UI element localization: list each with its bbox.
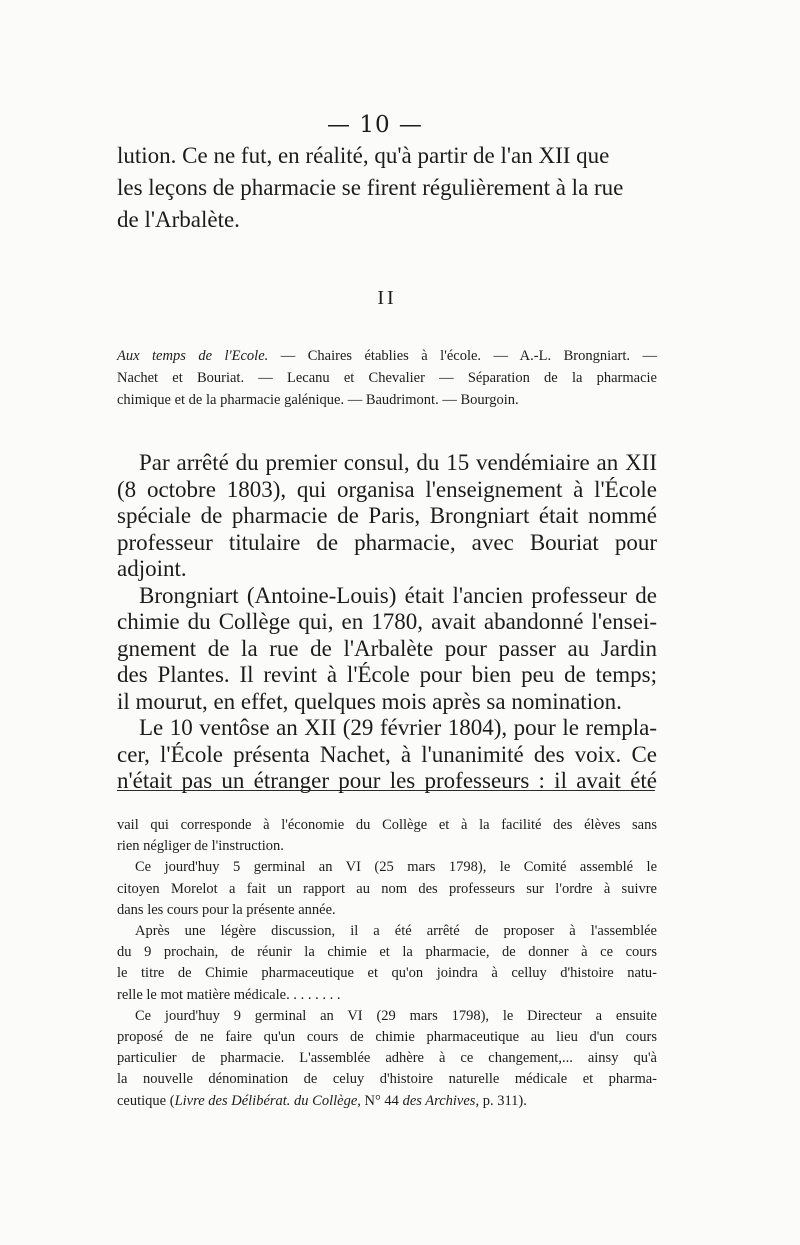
text-line: (8 octobre 1803), qui organisa l'enseignement à l'École	[117, 476, 657, 502]
footnote-line: proposé de ne faire qu'un cours de chimie pharmaceutique au lieu d'un cours	[117, 1029, 657, 1046]
text-line: il mourut, en effet, quelques mois après sa nomination.	[117, 688, 622, 714]
citation-number: , N° 44	[357, 1092, 403, 1109]
text-line: adjoint.	[117, 556, 187, 581]
footnote-text: ceutique (	[117, 1092, 175, 1109]
text-line: Le 10 ventôse an XII (29 février 1804), pour le rempla-	[139, 715, 657, 740]
page-number: — 10 —	[327, 112, 423, 138]
footnote-line: le titre de Chimie pharmaceutique et qu'on joindra à celluy d'histoire natu-	[117, 965, 657, 982]
section-heading: II	[377, 287, 397, 309]
text-line: professeur titulaire de pharmacie, avec Bouriat pour	[117, 529, 657, 555]
footnote-line: vail qui corresponde à l'économie du Collège et à la facilité des élèves sans	[117, 817, 657, 833]
text-line: cer, l'École présenta Nachet, à l'unanimité des voix. Ce	[117, 741, 657, 767]
citation-page: , p. 311).	[475, 1092, 527, 1109]
text-line: des Plantes. Il revint à l'École pour bien peu de temps;	[117, 662, 657, 687]
footnote-line: Ce jourd'huy 9 germinal an VI (29 mars 1798), le Directeur a ensuite	[135, 1007, 657, 1024]
citation-title: Livre des Délibérat. du Collège	[174, 1092, 358, 1109]
footnote-line: la nouvelle dénomination de celuy d'histoire naturelle médicale et pharma-	[117, 1071, 657, 1088]
footnote-line: relle le mot matière médicale. . . . . . . .	[117, 986, 341, 1003]
footnote-line: dans les cours pour la présente année.	[117, 901, 336, 918]
text-line: lution. Ce ne fut, en réalité, qu'à partir de l'an XII que	[117, 143, 610, 168]
text-line: chimie du Collège qui, en 1780, avait abandonné l'ensei-	[117, 609, 657, 634]
text-line: spéciale de pharmacie de Paris, Brongniart était nommé	[117, 503, 657, 528]
citation-source: des Archives	[402, 1092, 476, 1109]
summary-line: Nachet et Bouriat. — Lecanu et Chevalier — Séparation de la pharmacie	[117, 370, 657, 386]
main-text	[117, 450, 657, 795]
footnote-line: particulier de pharmacie. L'assemblée adhère à ce changement,... ainsy qu'à	[117, 1050, 657, 1067]
continued-paragraph	[117, 140, 657, 236]
summary-line	[117, 345, 657, 367]
text-line: n'était pas un étranger pour les professeurs : il avait été	[117, 768, 657, 793]
footnote-line: Après une légère discussion, il a été arrêté de proposer à l'assemblée	[135, 923, 657, 940]
text-line: Par arrêté du premier consul, du 15 vendémiaire an XII	[139, 450, 657, 475]
summary-line: chimique et de la pharmacie galénique. — Baudrimont. — Bourgoin.	[117, 392, 519, 408]
footnote-rule	[117, 790, 655, 791]
section-summary	[117, 345, 657, 411]
footnote-line: du 9 prochain, de réunir la chimie et la pharmacie, de donner à ce cours	[117, 944, 657, 961]
summary-lead: Aux temps de l'Ecole.	[117, 348, 269, 364]
footnote-line: Ce jourd'huy 5 germinal an VI (25 mars 1798), le Comité assemblé le	[135, 859, 657, 876]
footnote-line: rien négliger de l'instruction.	[117, 838, 284, 855]
text-line: de l'Arbalète.	[117, 207, 240, 232]
summary-text: — Chaires établies à l'école. — A.-L. Brongniart. —	[268, 348, 657, 364]
footnote-line: citoyen Morelot a fait un rapport au nom des professeurs sur l'ordre à suivre	[117, 880, 657, 897]
text-line: les leçons de pharmacie se firent régulièrement à la rue	[117, 175, 624, 200]
footnotes	[117, 815, 657, 1112]
text-line: gnement de la rue de l'Arbalète pour passer au Jardin	[117, 635, 657, 661]
footnote-line	[117, 1091, 657, 1112]
text-line: Brongniart (Antoine-Louis) était l'ancien professeur de	[139, 582, 657, 608]
